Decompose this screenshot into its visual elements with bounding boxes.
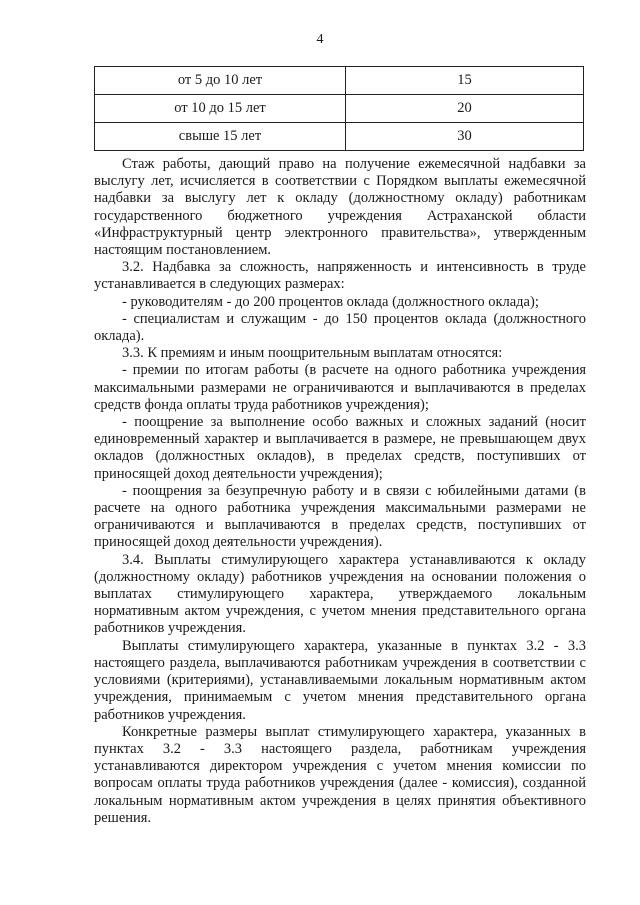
page-number: 4 xyxy=(316,32,324,47)
paragraph-incentive-amounts: Конкретные размеры выплат стимулирующего характера, указанных в пунктах 3.2 - 3.3 настоящего раздела, работникам учреждения устанавливаются директором учреждения с учетом мнения комиссии по вопросам оплаты труда работников учреждения (далее - комиссия), созданной локальным нормативным актом учреждения в целях принятия объективного решения. xyxy=(94,723,586,826)
table-row xyxy=(95,67,584,95)
percent-cell: 30 xyxy=(346,123,584,151)
period-cell: свыше 15 лет xyxy=(95,123,346,151)
list-item: - поощрение за выполнение особо важных и сложных заданий (носит единовременный характер и выплачивается в размере, не превышающем двух окладов (должностных окладов), в пределах средств, поступивших от приносящей доход деятельности учреждения); xyxy=(94,414,586,482)
list-item: - руководителям - до 200 процентов оклада (должностного оклада); xyxy=(122,293,539,310)
paragraph-3-2: 3.2. Надбавка за сложность, напряженность и интенсивность в труде устанавливается в следующих размерах: xyxy=(94,259,586,293)
percent-cell: 20 xyxy=(346,95,584,123)
paragraph-3-3: 3.3. К премиям и иным поощрительным выплатам относятся: xyxy=(122,345,503,362)
paragraph-3-4: 3.4. Выплаты стимулирующего характера устанавливаются к окладу (должностному окладу) работников учреждения на основании положения о выплатах стимулирующего характера, утверждаемого локальным нормативным актом учреждения, с учетом мнения представительного органа работников учреждения. xyxy=(94,551,586,637)
paragraph-incentive-conditions: Выплаты стимулирующего характера, указанные в пунктах 3.2 - 3.3 настоящего раздела, выплачиваются работникам учреждения в соответствии с условиями (критериями), устанавливаемыми локальным нормативным актом учреждения, принимаемым с учетом мнения представительного органа работников учреждения. xyxy=(94,637,586,723)
document-body xyxy=(94,156,586,827)
list-item: - специалистам и служащим - до 150 процентов оклада (должностного оклада). xyxy=(94,310,586,345)
list-item: - премии по итогам работы (в расчете на одного работника учреждения максимальными размерами не ограничиваются и выплачиваются в пределах средств фонда оплаты труда работников учреждения); xyxy=(94,362,586,413)
seniority-allowance-table xyxy=(94,66,584,151)
percent-cell: 15 xyxy=(346,67,584,95)
list-item: - поощрения за безупречную работу и в связи с юбилейными датами (в расчете на одного работника учреждения максимальными размерами не ограничиваются и выплачиваются в пределах средств, поступивших от приносящей доход деятельности учреждения). xyxy=(94,482,586,551)
period-cell: от 5 до 10 лет xyxy=(95,67,346,95)
paragraph-seniority-calculation: Стаж работы, дающий право на получение ежемесячной надбавки за выслугу лет, исчисляется в соответствии с Порядком выплаты ежемесячной надбавки за выслугу лет к окладу (должностному окладу) работникам государственного бюджетного учреждения Астраханской области «Инфраструктурный центр электронного правительства», утвержденным настоящим постановлением. xyxy=(94,156,586,259)
table-row xyxy=(95,95,584,123)
table-row xyxy=(95,123,584,151)
period-cell: от 10 до 15 лет xyxy=(95,95,346,123)
